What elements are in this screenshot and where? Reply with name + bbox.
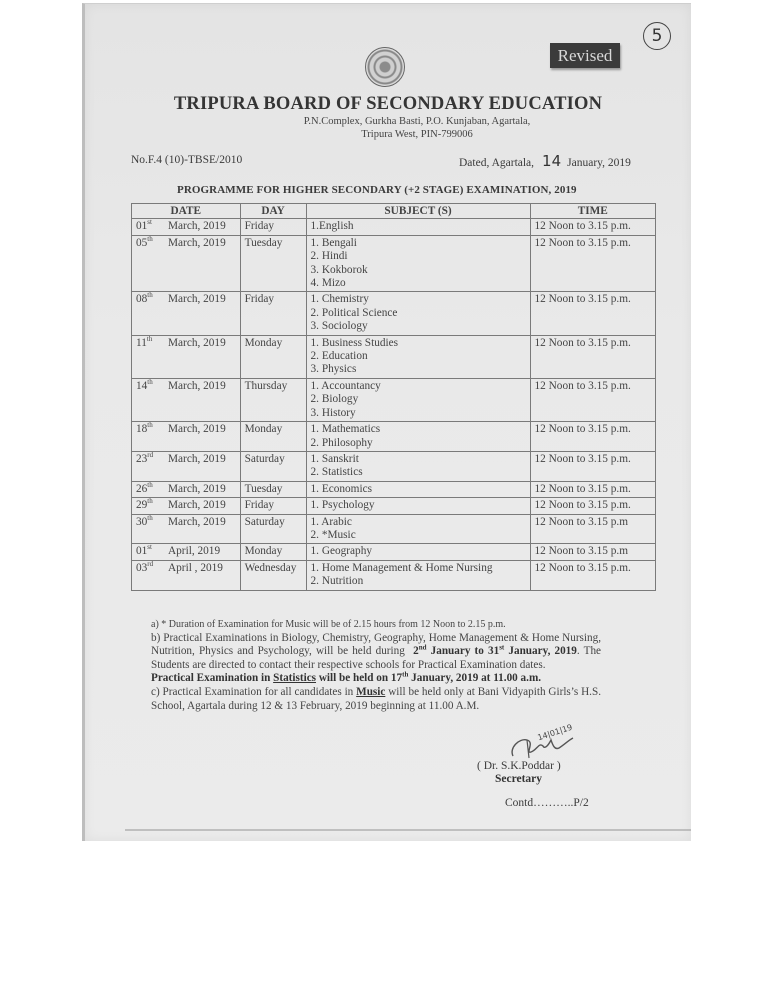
table-row bbox=[132, 498, 656, 514]
date-day: 14 bbox=[136, 379, 148, 392]
subjects-cell bbox=[306, 378, 530, 421]
table-row bbox=[132, 292, 656, 335]
subject-item: 1. Mathematics bbox=[310, 423, 381, 436]
subjects-cell bbox=[306, 514, 530, 544]
date-month-year: March, 2019 bbox=[168, 236, 226, 249]
page-number-mark: 5 bbox=[643, 22, 671, 50]
subject-item: 4. Mizo bbox=[310, 277, 346, 290]
note-statistics: Practical Examination in Statistics will be held on 17th January, 2019 at 11.00 a.m. bbox=[151, 670, 542, 685]
subject-item: 1. Geography bbox=[310, 545, 373, 558]
date-cell bbox=[132, 378, 241, 421]
time-cell: 12 Noon to 3.15 p.m. bbox=[530, 422, 655, 452]
weekday-cell: Saturday bbox=[240, 451, 306, 481]
time-cell: 12 Noon to 3.15 p.m. bbox=[530, 481, 655, 497]
date-ordinal: th bbox=[146, 334, 153, 343]
date-ordinal: th bbox=[147, 480, 153, 489]
date-ordinal: th bbox=[147, 291, 153, 300]
date-day: 01 bbox=[136, 545, 148, 558]
subject-item: 2. Philosophy bbox=[310, 436, 373, 449]
date-cell bbox=[132, 219, 241, 235]
subjects-cell bbox=[306, 451, 530, 481]
date-cell bbox=[132, 481, 241, 497]
date-cell bbox=[132, 544, 241, 560]
time-cell: 12 Noon to 3.15 p.m bbox=[530, 544, 655, 560]
time-cell: 12 Noon to 3.15 p.m. bbox=[530, 219, 655, 235]
date-month-year: March, 2019 bbox=[168, 220, 226, 233]
note-c: c) Practical Examination for all candidates in Music will be held only at Bani Vidyapith Girls’s H.S. School, Agartala during 12 & 13 February, 2019 beginning at 11.00 A.M. bbox=[151, 685, 601, 712]
date-day: 29 bbox=[136, 499, 148, 512]
subject-item: 1. Economics bbox=[310, 482, 373, 495]
time-cell: 12 Noon to 3.15 p.m. bbox=[530, 498, 655, 514]
date-month-year: March, 2019 bbox=[168, 379, 226, 392]
date-day: 30 bbox=[136, 515, 148, 528]
date-day: 01 bbox=[136, 220, 148, 233]
table-row bbox=[132, 481, 656, 497]
document-date bbox=[459, 152, 631, 170]
column-header-date: DATE bbox=[132, 204, 241, 219]
subject-item: 1.English bbox=[310, 220, 354, 233]
date-day: 08 bbox=[136, 293, 148, 306]
date-ordinal: th bbox=[147, 513, 153, 522]
date-month-year: March, 2019 bbox=[168, 452, 226, 465]
subject-item: 1. Sanskrit bbox=[310, 452, 359, 465]
column-header-time: TIME bbox=[530, 204, 655, 219]
date-ordinal: st bbox=[147, 543, 152, 552]
signatory-designation: Secretary bbox=[495, 773, 543, 785]
date-month-year: April , 2019 bbox=[168, 561, 223, 574]
time-cell: 12 Noon to 3.15 p.m. bbox=[530, 335, 655, 378]
date-day: 05 bbox=[136, 236, 148, 249]
dated-prefix: Dated, Agartala, bbox=[459, 157, 535, 169]
subject-item: 1. Chemistry bbox=[310, 293, 369, 306]
date-day: 03 bbox=[136, 561, 148, 574]
table-row bbox=[132, 514, 656, 544]
subjects-cell bbox=[306, 481, 530, 497]
date-ordinal: rd bbox=[147, 559, 154, 568]
practical-period: 2nd January to 31st January, 2019 bbox=[413, 643, 577, 658]
date-cell bbox=[132, 335, 241, 378]
date-day: 26 bbox=[136, 482, 148, 495]
reference-number: No.F.4 (10)-TBSE/2010 bbox=[131, 154, 243, 166]
subject-item: 1. Accountancy bbox=[310, 379, 381, 392]
weekday-cell: Wednesday bbox=[240, 560, 306, 590]
subjects-cell bbox=[306, 498, 530, 514]
date-day: 18 bbox=[136, 423, 148, 436]
date-cell bbox=[132, 514, 241, 544]
date-month-year: March, 2019 bbox=[168, 336, 226, 349]
subject-item: 1. Bengali bbox=[310, 236, 357, 249]
weekday-cell: Friday bbox=[240, 498, 306, 514]
tbse-seal-icon bbox=[365, 47, 405, 87]
column-header-subjects: SUBJECT (S) bbox=[306, 204, 530, 219]
subjects-cell bbox=[306, 560, 530, 590]
revised-stamp: Revised bbox=[550, 43, 620, 68]
time-cell: 12 Noon to 3.15 p.m bbox=[530, 514, 655, 544]
signature-date: 14|01|19 bbox=[536, 722, 574, 743]
date-cell bbox=[132, 560, 241, 590]
date-ordinal: th bbox=[147, 234, 153, 243]
weekday-cell: Thursday bbox=[240, 378, 306, 421]
date-cell bbox=[132, 235, 241, 292]
weekday-cell: Friday bbox=[240, 292, 306, 335]
table-row bbox=[132, 378, 656, 421]
subjects-cell bbox=[306, 544, 530, 560]
table-row bbox=[132, 560, 656, 590]
weekday-cell: Tuesday bbox=[240, 235, 306, 292]
weekday-cell: Saturday bbox=[240, 514, 306, 544]
scanned-document-page bbox=[82, 3, 691, 841]
date-month-year: March, 2019 bbox=[168, 499, 226, 512]
date-month-year: April, 2019 bbox=[168, 545, 221, 558]
note-b: b) Practical Examinations in Biology, Chemistry, Geography, Home Management & Home Nursing, Nutrition, Physics and Psychology, will be held during 2nd January to 31st January, 2019. The Students are directed to contact their respective schools for Practical Examination dates. bbox=[151, 631, 601, 671]
date-ordinal: th bbox=[147, 377, 153, 386]
date-day: 23 bbox=[136, 452, 148, 465]
date-ordinal: st bbox=[147, 218, 152, 227]
table-header-row bbox=[132, 204, 656, 219]
date-month-year: March, 2019 bbox=[168, 482, 226, 495]
subject-item: 3. Sociology bbox=[310, 320, 368, 333]
time-cell: 12 Noon to 3.15 p.m. bbox=[530, 235, 655, 292]
time-cell: 12 Noon to 3.15 p.m. bbox=[530, 378, 655, 421]
table-row bbox=[132, 451, 656, 481]
subject-item: 3. Physics bbox=[310, 363, 357, 376]
subject-item: 2. Biology bbox=[310, 393, 359, 406]
date-cell bbox=[132, 451, 241, 481]
date-month-year: March, 2019 bbox=[168, 515, 226, 528]
weekday-cell: Friday bbox=[240, 219, 306, 235]
date-month-year: March, 2019 bbox=[168, 293, 226, 306]
subject-item: 2. Statistics bbox=[310, 466, 363, 479]
weekday-cell: Monday bbox=[240, 335, 306, 378]
address-line-1: P.N.Complex, Gurkha Basti, P.O. Kunjaban, Agartala, bbox=[303, 116, 531, 127]
table-row bbox=[132, 335, 656, 378]
time-cell: 12 Noon to 3.15 p.m. bbox=[530, 560, 655, 590]
date-cell bbox=[132, 498, 241, 514]
subjects-cell bbox=[306, 219, 530, 235]
subject-item: 3. Kokborok bbox=[310, 263, 368, 276]
table-row bbox=[132, 235, 656, 292]
subjects-cell bbox=[306, 335, 530, 378]
programme-title: PROGRAMME FOR HIGHER SECONDARY (+2 STAGE) EXAMINATION, 2019 bbox=[177, 184, 577, 196]
page-edge-shadow bbox=[125, 829, 691, 831]
organization-title: TRIPURA BOARD OF SECONDARY EDUCATION bbox=[173, 94, 603, 114]
column-header-day: DAY bbox=[240, 204, 306, 219]
notes-section bbox=[151, 618, 601, 713]
subject-item: 1. Psychology bbox=[310, 499, 375, 512]
exam-schedule-table bbox=[131, 203, 656, 591]
date-cell bbox=[132, 292, 241, 335]
subject-item: 2. Nutrition bbox=[310, 575, 364, 588]
subject-item: 1. Home Management & Home Nursing bbox=[310, 561, 493, 574]
table-row bbox=[132, 544, 656, 560]
subjects-cell bbox=[306, 235, 530, 292]
subject-item: 1. Arabic bbox=[310, 515, 352, 528]
subject-item: 2. Political Science bbox=[310, 306, 398, 319]
time-cell: 12 Noon to 3.15 p.m. bbox=[530, 292, 655, 335]
dated-suffix: January, 2019 bbox=[567, 157, 631, 169]
subjects-cell bbox=[306, 422, 530, 452]
time-cell: 12 Noon to 3.15 p.m. bbox=[530, 451, 655, 481]
date-month-year: March, 2019 bbox=[168, 423, 226, 436]
date-day: 11 bbox=[136, 336, 147, 349]
date-ordinal: rd bbox=[147, 450, 154, 459]
weekday-cell: Tuesday bbox=[240, 481, 306, 497]
table-row bbox=[132, 422, 656, 452]
date-cell bbox=[132, 422, 241, 452]
schedule-body bbox=[132, 219, 656, 590]
handwritten-day: 14 bbox=[542, 152, 562, 170]
note-a: a) * Duration of Examination for Music will be of 2.15 hours from 12 Noon to 2.15 p.m. bbox=[151, 619, 506, 630]
subjects-cell bbox=[306, 292, 530, 335]
date-ordinal: th bbox=[147, 497, 153, 506]
signatory-name: ( Dr. S.K.Poddar ) bbox=[477, 760, 561, 772]
address-line-2: Tripura West, PIN-799006 bbox=[361, 129, 473, 140]
continued-note: Contd………..P/2 bbox=[505, 797, 589, 809]
table-row bbox=[132, 219, 656, 235]
subject-item: 2. *Music bbox=[310, 528, 356, 541]
weekday-cell: Monday bbox=[240, 544, 306, 560]
date-ordinal: th bbox=[147, 421, 153, 430]
subject-item: 2. Education bbox=[310, 350, 368, 363]
weekday-cell: Monday bbox=[240, 422, 306, 452]
subject-item: 2. Hindi bbox=[310, 250, 348, 263]
subject-item: 1. Business Studies bbox=[310, 336, 399, 349]
subject-item: 3. History bbox=[310, 406, 356, 419]
